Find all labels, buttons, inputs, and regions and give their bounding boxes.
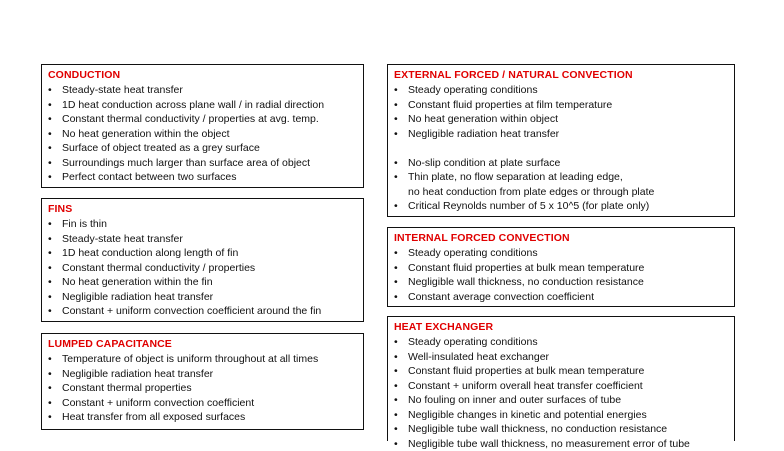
list-item: • Negligible tube wall thickness, no measurement error of tube	[394, 437, 728, 451]
conduction-title: CONDUCTION	[48, 69, 357, 82]
list-item: • Critical Reynolds number of 5 x 10^5 (for plate only)	[394, 199, 728, 214]
list-item: • Constant average convection coefficient	[394, 290, 728, 305]
list-item: • Surface of object treated as a grey surface	[48, 141, 357, 156]
internal-convection-list	[394, 246, 728, 304]
list-item: • Negligible radiation heat transfer	[48, 367, 357, 382]
list-item: • Negligible wall thickness, no conduction resistance	[394, 275, 728, 290]
conduction-list	[48, 83, 357, 185]
list-item: • Constant fluid properties at film temperature	[394, 98, 728, 113]
list-item: • No heat generation within the object	[48, 127, 357, 142]
list-item: • Steady-state heat transfer	[48, 232, 357, 247]
bullet-icon: •	[48, 352, 52, 367]
bullet-icon: •	[48, 170, 52, 185]
external-convection-title: EXTERNAL FORCED / NATURAL CONVECTION	[394, 69, 728, 82]
bullet-icon: •	[394, 127, 398, 142]
bullet-icon: •	[48, 304, 52, 319]
lumped-capacitance-list	[48, 352, 357, 425]
bullet-icon: •	[394, 350, 398, 365]
bullet-icon: •	[48, 83, 52, 98]
bullet-icon: •	[394, 437, 398, 451]
fins-title: FINS	[48, 203, 357, 216]
list-item: • Steady-state heat transfer	[48, 83, 357, 98]
list-item: • Constant + uniform convection coefficient	[48, 396, 357, 411]
bullet-icon: •	[394, 246, 398, 261]
list-item-continuation: no heat conduction from plate edges or through plate	[394, 185, 728, 200]
list-item: • Constant + uniform convection coefficient around the fin	[48, 304, 357, 319]
list-item: • No fouling on inner and outer surfaces of tube	[394, 393, 728, 408]
list-item: • Well-insulated heat exchanger	[394, 350, 728, 365]
list-item: • Constant thermal properties	[48, 381, 357, 396]
bullet-icon: •	[48, 275, 52, 290]
external-convection-box	[387, 64, 735, 217]
heat-exchanger-title: HEAT EXCHANGER	[394, 321, 728, 334]
bullet-icon: •	[48, 141, 52, 156]
internal-convection-title: INTERNAL FORCED CONVECTION	[394, 232, 728, 245]
bullet-icon: •	[48, 381, 52, 396]
internal-convection-box	[387, 227, 735, 307]
bullet-icon: •	[394, 290, 398, 305]
list-item: • 1D heat conduction across plane wall / in radial direction	[48, 98, 357, 113]
bullet-icon: •	[394, 170, 398, 185]
list-item: • No heat generation within the fin	[48, 275, 357, 290]
bullet-icon: •	[394, 379, 398, 394]
list-item: • Heat transfer from all exposed surfaces	[48, 410, 357, 425]
bullet-icon: •	[48, 261, 52, 276]
bullet-icon: •	[394, 393, 398, 408]
bullet-icon: •	[48, 127, 52, 142]
list-item: • Constant fluid properties at bulk mean temperature	[394, 364, 728, 379]
bullet-icon: •	[394, 112, 398, 127]
bullet-icon: •	[48, 98, 52, 113]
bullet-icon: •	[48, 290, 52, 305]
bullet-icon: •	[394, 275, 398, 290]
list-item: • Steady operating conditions	[394, 246, 728, 261]
bullet-icon: •	[48, 410, 52, 425]
list-item: • Constant fluid properties at bulk mean temperature	[394, 261, 728, 276]
bullet-icon: •	[394, 199, 398, 214]
heat-exchanger-list	[394, 335, 728, 451]
lumped-capacitance-box	[41, 333, 364, 430]
list-spacer	[394, 141, 728, 156]
list-item: • No-slip condition at plate surface	[394, 156, 728, 171]
list-item: • Negligible tube wall thickness, no conduction resistance	[394, 422, 728, 437]
list-item: • Negligible radiation heat transfer	[48, 290, 357, 305]
bullet-icon: •	[48, 156, 52, 171]
bullet-icon: •	[48, 367, 52, 382]
external-convection-list	[394, 83, 728, 214]
list-item: • 1D heat conduction along length of fin	[48, 246, 357, 261]
list-item: • Constant thermal conductivity / properties at avg. temp.	[48, 112, 357, 127]
bullet-icon: •	[48, 232, 52, 247]
list-item: • Constant + uniform overall heat transfer coefficient	[394, 379, 728, 394]
fins-box	[41, 198, 364, 322]
bullet-icon: •	[394, 156, 398, 171]
bullet-icon: •	[394, 83, 398, 98]
fins-list	[48, 217, 357, 319]
list-item: • Negligible changes in kinetic and potential energies	[394, 408, 728, 423]
list-item: • Constant thermal conductivity / properties	[48, 261, 357, 276]
list-item: • No heat generation within object	[394, 112, 728, 127]
bullet-icon: •	[48, 217, 52, 232]
bullet-icon: •	[48, 112, 52, 127]
list-item: • Thin plate, no flow separation at leading edge,	[394, 170, 728, 185]
bullet-icon: •	[394, 408, 398, 423]
conduction-box	[41, 64, 364, 188]
list-item: • Surroundings much larger than surface area of object	[48, 156, 357, 171]
bullet-icon: •	[394, 335, 398, 350]
list-item: • Temperature of object is uniform throughout at all times	[48, 352, 357, 367]
list-item: • Negligible radiation heat transfer	[394, 127, 728, 142]
list-item: • Fin is thin	[48, 217, 357, 232]
list-item: • Steady operating conditions	[394, 335, 728, 350]
heat-exchanger-box	[387, 316, 735, 441]
lumped-capacitance-title: LUMPED CAPACITANCE	[48, 338, 357, 351]
bullet-icon: •	[394, 422, 398, 437]
list-item: • Steady operating conditions	[394, 83, 728, 98]
list-item: • Perfect contact between two surfaces	[48, 170, 357, 185]
bullet-icon: •	[394, 364, 398, 379]
bullet-icon: •	[48, 246, 52, 261]
bullet-icon: •	[394, 261, 398, 276]
bullet-icon: •	[394, 98, 398, 113]
bullet-icon: •	[48, 396, 52, 411]
